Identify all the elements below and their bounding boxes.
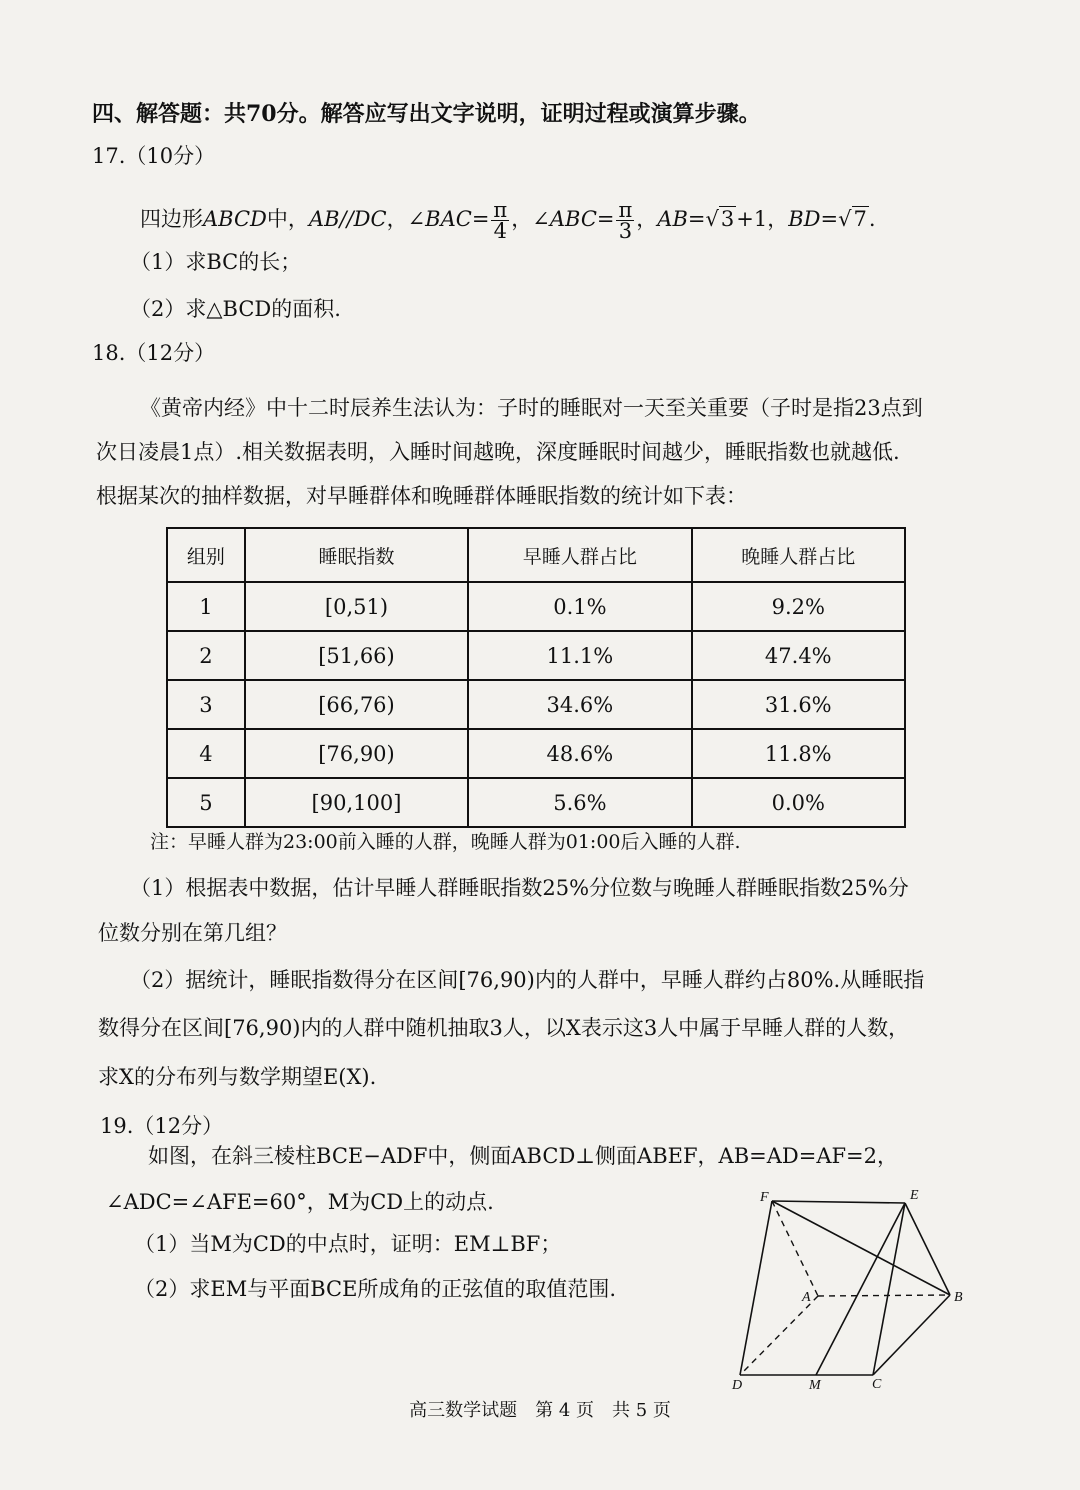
table-row: [167, 631, 905, 680]
table-cell: 2: [167, 631, 245, 680]
table-header-row: [167, 528, 905, 582]
table-cell: [51,66): [245, 631, 468, 680]
q17-text: .: [868, 207, 876, 231]
q19-line2: ∠ADC=∠AFE=60°，M为CD上的动点.: [106, 1190, 494, 1214]
label-A: A: [802, 1290, 811, 1305]
q17-frac-pi-3: [616, 200, 634, 241]
table-cell: 9.2%: [692, 582, 905, 631]
q18-part2-line3: 求X的分布列与数学期望E(X).: [98, 1065, 377, 1089]
table-row: [167, 680, 905, 729]
q17-text: ，: [386, 207, 408, 231]
column-header: 睡眠指数: [245, 528, 468, 582]
q17-frac-pi-4: [491, 200, 509, 241]
table-cell: 4: [167, 729, 245, 778]
frac-numerator: π: [493, 198, 508, 222]
prism-figure: [730, 1185, 980, 1390]
q17-part1: （1）求BC的长；: [130, 250, 302, 274]
q19-heading: 19.（12分）: [100, 1114, 224, 1138]
table-cell: 48.6%: [468, 729, 691, 778]
q17-bd: BD=: [788, 207, 839, 231]
sleep-index-table: [166, 527, 906, 828]
q18-line3: 根据某次的抽样数据，对早睡群体和晚睡群体睡眠指数的统计如下表：: [96, 484, 747, 508]
table-note: 注：早睡人群为23:00前入睡的人群，晚睡人群为01:00后入睡的人群.: [150, 831, 741, 853]
edge-EB: [905, 1203, 950, 1295]
table-row: [167, 582, 905, 631]
q17-angle2: ∠ABC=: [532, 207, 615, 231]
edge-FD: [740, 1201, 772, 1375]
label-F: F: [760, 1190, 769, 1205]
q18-line1: 《黄帝内经》中十二时辰养生法认为：子时的睡眠对一天至关重要（子时是指23点到: [140, 396, 923, 420]
q18-part2-line1: （2）据统计，睡眠指数得分在区间[76,90)内的人群中，早睡人群约占80%.从睡眠指: [130, 968, 925, 992]
label-C: C: [872, 1377, 882, 1390]
q17-text: +1，: [736, 207, 789, 231]
q19-line1: 如图，在斜三棱柱BCE−ADF中，侧面ABCD⊥侧面ABEF，AB=AD=AF=2，: [148, 1144, 899, 1168]
edge-FE: [772, 1201, 905, 1203]
edge-EC: [873, 1203, 905, 1375]
edge-FB: [772, 1201, 950, 1295]
edge-EM: [816, 1203, 905, 1375]
column-header: 早睡人群占比: [468, 528, 691, 582]
q17-angle1: ∠BAC=: [407, 207, 490, 231]
edge-AB-hidden: [818, 1295, 950, 1296]
page-footer: 高三数学试题 第 4 页 共 5 页: [409, 1400, 671, 1421]
q17-text: 四边形: [140, 207, 203, 231]
q17-quad: ABCD: [203, 207, 267, 231]
label-M: M: [809, 1378, 821, 1390]
frac-numerator: π: [618, 198, 633, 222]
table-cell: 3: [167, 680, 245, 729]
edge-CB: [873, 1295, 950, 1375]
table-cell: 5: [167, 778, 245, 827]
q17-text: ，: [511, 207, 533, 231]
q17-parallel: AB//DC: [308, 207, 387, 231]
table-cell: 47.4%: [692, 631, 905, 680]
q18-part1-line2: 位数分别在第几组？: [98, 921, 287, 945]
table-cell: 31.6%: [692, 680, 905, 729]
q17-text: 中，: [266, 207, 309, 231]
column-header: 晚睡人群占比: [692, 528, 905, 582]
table-cell: 11.1%: [468, 631, 691, 680]
table-cell: 0.0%: [692, 778, 905, 827]
table-cell: 1: [167, 582, 245, 631]
label-E: E: [910, 1188, 919, 1203]
q18-line2: 次日凌晨1点）.相关数据表明，入睡时间越晚，深度睡眠时间越少，睡眠指数也就越低.: [96, 440, 900, 464]
table-row: [167, 778, 905, 827]
q19-part1: （1）当M为CD的中点时，证明：EM⊥BF；: [134, 1232, 562, 1256]
q17-sqrt-7: 7: [853, 207, 867, 231]
q18-part1-line1: （1）根据表中数据，估计早睡人群睡眠指数25%分位数与晚睡人群睡眠指数25%分: [130, 876, 909, 900]
table-row: [167, 729, 905, 778]
q19-part2: （2）求EM与平面BCE所成角的正弦值的取值范围.: [134, 1277, 617, 1301]
table-cell: [0,51): [245, 582, 468, 631]
q17-text: ，: [636, 207, 658, 231]
table-cell: 0.1%: [468, 582, 691, 631]
q18-heading: 18.（12分）: [92, 341, 216, 365]
q17-ab: AB=: [657, 207, 706, 231]
frac-denominator: 3: [618, 219, 633, 243]
edge-FA-hidden: [772, 1201, 818, 1296]
column-header: 组别: [167, 528, 245, 582]
label-B: B: [954, 1290, 963, 1305]
frac-denominator: 4: [493, 219, 508, 243]
table-cell: [66,76): [245, 680, 468, 729]
q18-part2-line2: 数得分在区间[76,90)内的人群中随机抽取3人，以X表示这3人中属于早睡人群的人数，: [98, 1016, 910, 1040]
q17-sqrt-3: 3: [720, 207, 735, 231]
table-cell: 34.6%: [468, 680, 691, 729]
table-cell: 11.8%: [692, 729, 905, 778]
table-cell: 5.6%: [468, 778, 691, 827]
table-cell: [90,100]: [245, 778, 468, 827]
q17-part2: （2）求△BCD的面积.: [130, 297, 341, 321]
q17-stem: 四边形ABCD中，AB//DC，∠BAC= $\frac{\pi}{4}$ ，∠ABC= $\frac{\pi}{3}$ ，AB=√3+1，BD=√7.: [140, 198, 876, 243]
q17-heading: 17.（10分）: [92, 144, 216, 168]
table-cell: [76,90): [245, 729, 468, 778]
section-header: 四、解答题：共70分。解答应写出文字说明，证明过程或演算步骤。: [92, 101, 761, 127]
label-D: D: [732, 1378, 743, 1390]
